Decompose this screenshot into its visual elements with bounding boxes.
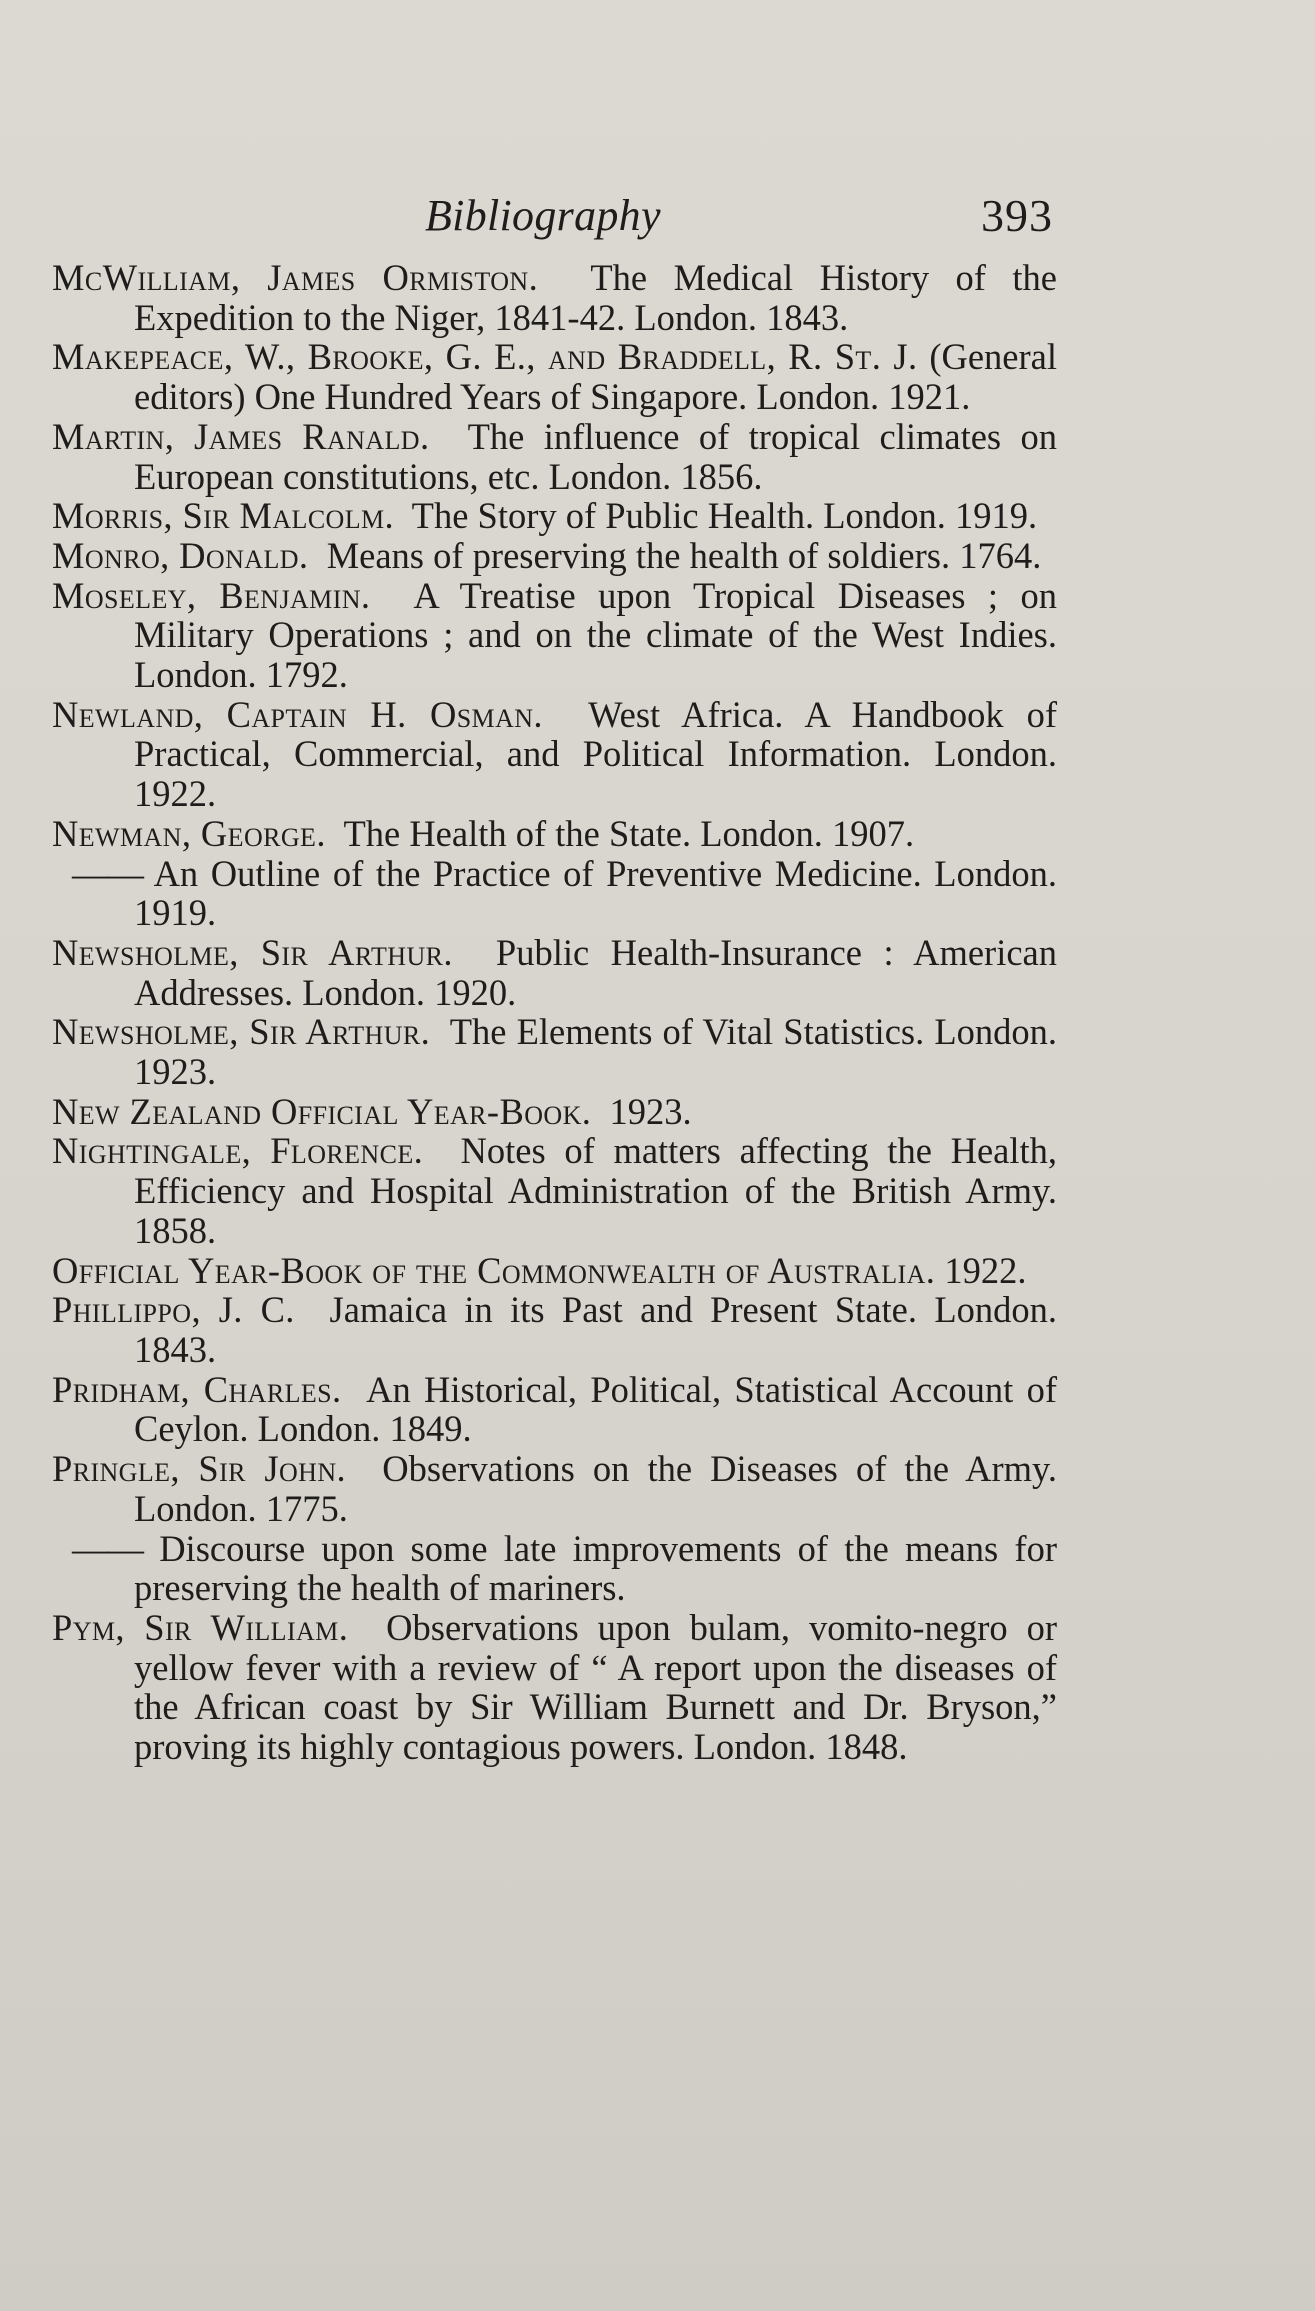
entry-text: The Story of Public Health. London. 1919.: [411, 495, 1038, 537]
bibliography-entry: [52, 1290, 1057, 1369]
bibliography-entry: [52, 1370, 1057, 1449]
entry-text: Jamaica in its Past and Present State. London. 1843.: [134, 1289, 1057, 1370]
running-title: Bibliography: [425, 191, 661, 240]
entry-author: Newman, George.: [52, 812, 326, 854]
entry-text: Observations upon bulam, vomito-negro or yellow fever with a review of “ A report upon the diseases of the African coast by Sir William Burnett and Dr. Bryson,” proving its highly contagious powers. London. 1848.: [134, 1606, 1057, 1768]
entry-text: A Treatise upon Tropical Diseases ; on Military Operations ; and on the climate of the West Indies. London. 1792.: [134, 574, 1057, 696]
entry-author: Nightingale, Florence.: [52, 1130, 424, 1172]
entry-author: Morris, Sir Malcolm.: [52, 495, 395, 537]
entry-text: The Medical History of the Expedition to the Niger, 1841-42. London. 1843.: [134, 257, 1058, 338]
bibliography-entry: [52, 576, 1057, 695]
bibliography-entry-ditto: [52, 1529, 1057, 1608]
entry-author: Martin, James Ranald.: [52, 415, 430, 457]
entry-text: Observations on the Diseases of the Army. London. 1775.: [134, 1448, 1057, 1529]
entry-text: Notes of matters affecting the Health, Efficiency and Hospital Administration of the British Army. 1858.: [134, 1130, 1057, 1251]
ditto-dash: ——: [72, 1527, 143, 1569]
entry-text: 1922.: [944, 1249, 1027, 1291]
bibliography-entry: [52, 1012, 1057, 1091]
bibliography-entry: [52, 337, 1057, 416]
entry-author: Monro, Donald.: [52, 534, 309, 576]
entry-author: Newsholme, Sir Arthur.: [52, 1011, 431, 1053]
page-number: 393: [981, 190, 1053, 241]
bibliography-entry: [52, 536, 1057, 576]
entry-author: McWilliam, James Ormiston.: [52, 257, 539, 298]
bibliography-entry: [52, 496, 1057, 536]
ditto-dash: ——: [72, 852, 143, 894]
bibliography-entry: [52, 417, 1057, 496]
bibliography-entry: [52, 1131, 1057, 1250]
bibliography-entry: [52, 1092, 1057, 1132]
bibliography-entry: [52, 258, 1057, 337]
entry-text: The Elements of Vital Statistics. London. 1923.: [134, 1011, 1058, 1093]
entry-author: Makepeace, W., Brooke, G. E., and Braddell, R. St. J.: [52, 336, 918, 378]
bibliography-entry: [52, 695, 1057, 814]
entry-author: New Zealand Official Year-Book.: [52, 1090, 592, 1132]
bibliography-entry: [52, 814, 1057, 854]
entry-text: West Africa. A Handbook of Practical, Commercial, and Political Information. London. 1922.: [134, 693, 1057, 815]
entry-author: Phillippo, J. C.: [52, 1289, 295, 1331]
bibliography-entry: [52, 1608, 1057, 1767]
entry-text: Public Health-Insurance : American Addresses. London. 1920.: [134, 931, 1057, 1013]
bibliography-entry: [52, 933, 1057, 1012]
entry-text: The Health of the State. London. 1907.: [343, 812, 915, 854]
entry-text: An Historical, Political, Statistical Account of Ceylon. London. 1849.: [134, 1368, 1057, 1450]
entry-text: Discourse upon some late improvements of the means for preserving the health of mariners.: [134, 1527, 1057, 1609]
entry-text: (General editors) One Hundred Years of Singapore. London. 1921.: [134, 336, 1057, 418]
entry-text: Means of preserving the health of soldiers. 1764.: [326, 534, 1042, 576]
bibliography-list: [52, 258, 1057, 1767]
entry-author: Pridham, Charles.: [52, 1368, 342, 1410]
entry-author: Pringle, Sir John.: [52, 1448, 347, 1490]
entry-author: Official Year-Book of the Commonwealth of Australia.: [52, 1249, 936, 1291]
bibliography-entry: [52, 1449, 1057, 1528]
entry-author: Moseley, Benjamin.: [52, 574, 371, 616]
running-head: [0, 188, 1315, 248]
entry-author: Pym, Sir William.: [52, 1606, 349, 1648]
entry-author: Newland, Captain H. Osman.: [52, 693, 543, 735]
bibliography-entry: [52, 1251, 1057, 1291]
entry-text: An Outline of the Practice of Preventive Medicine. London. 1919.: [134, 852, 1057, 934]
entry-text: The influence of tropical climates on European constitutions, etc. London. 1856.: [134, 415, 1057, 497]
entry-text: 1923.: [609, 1090, 692, 1132]
entry-author: Newsholme, Sir Arthur.: [52, 931, 453, 973]
bibliography-entry-ditto: [52, 854, 1057, 933]
